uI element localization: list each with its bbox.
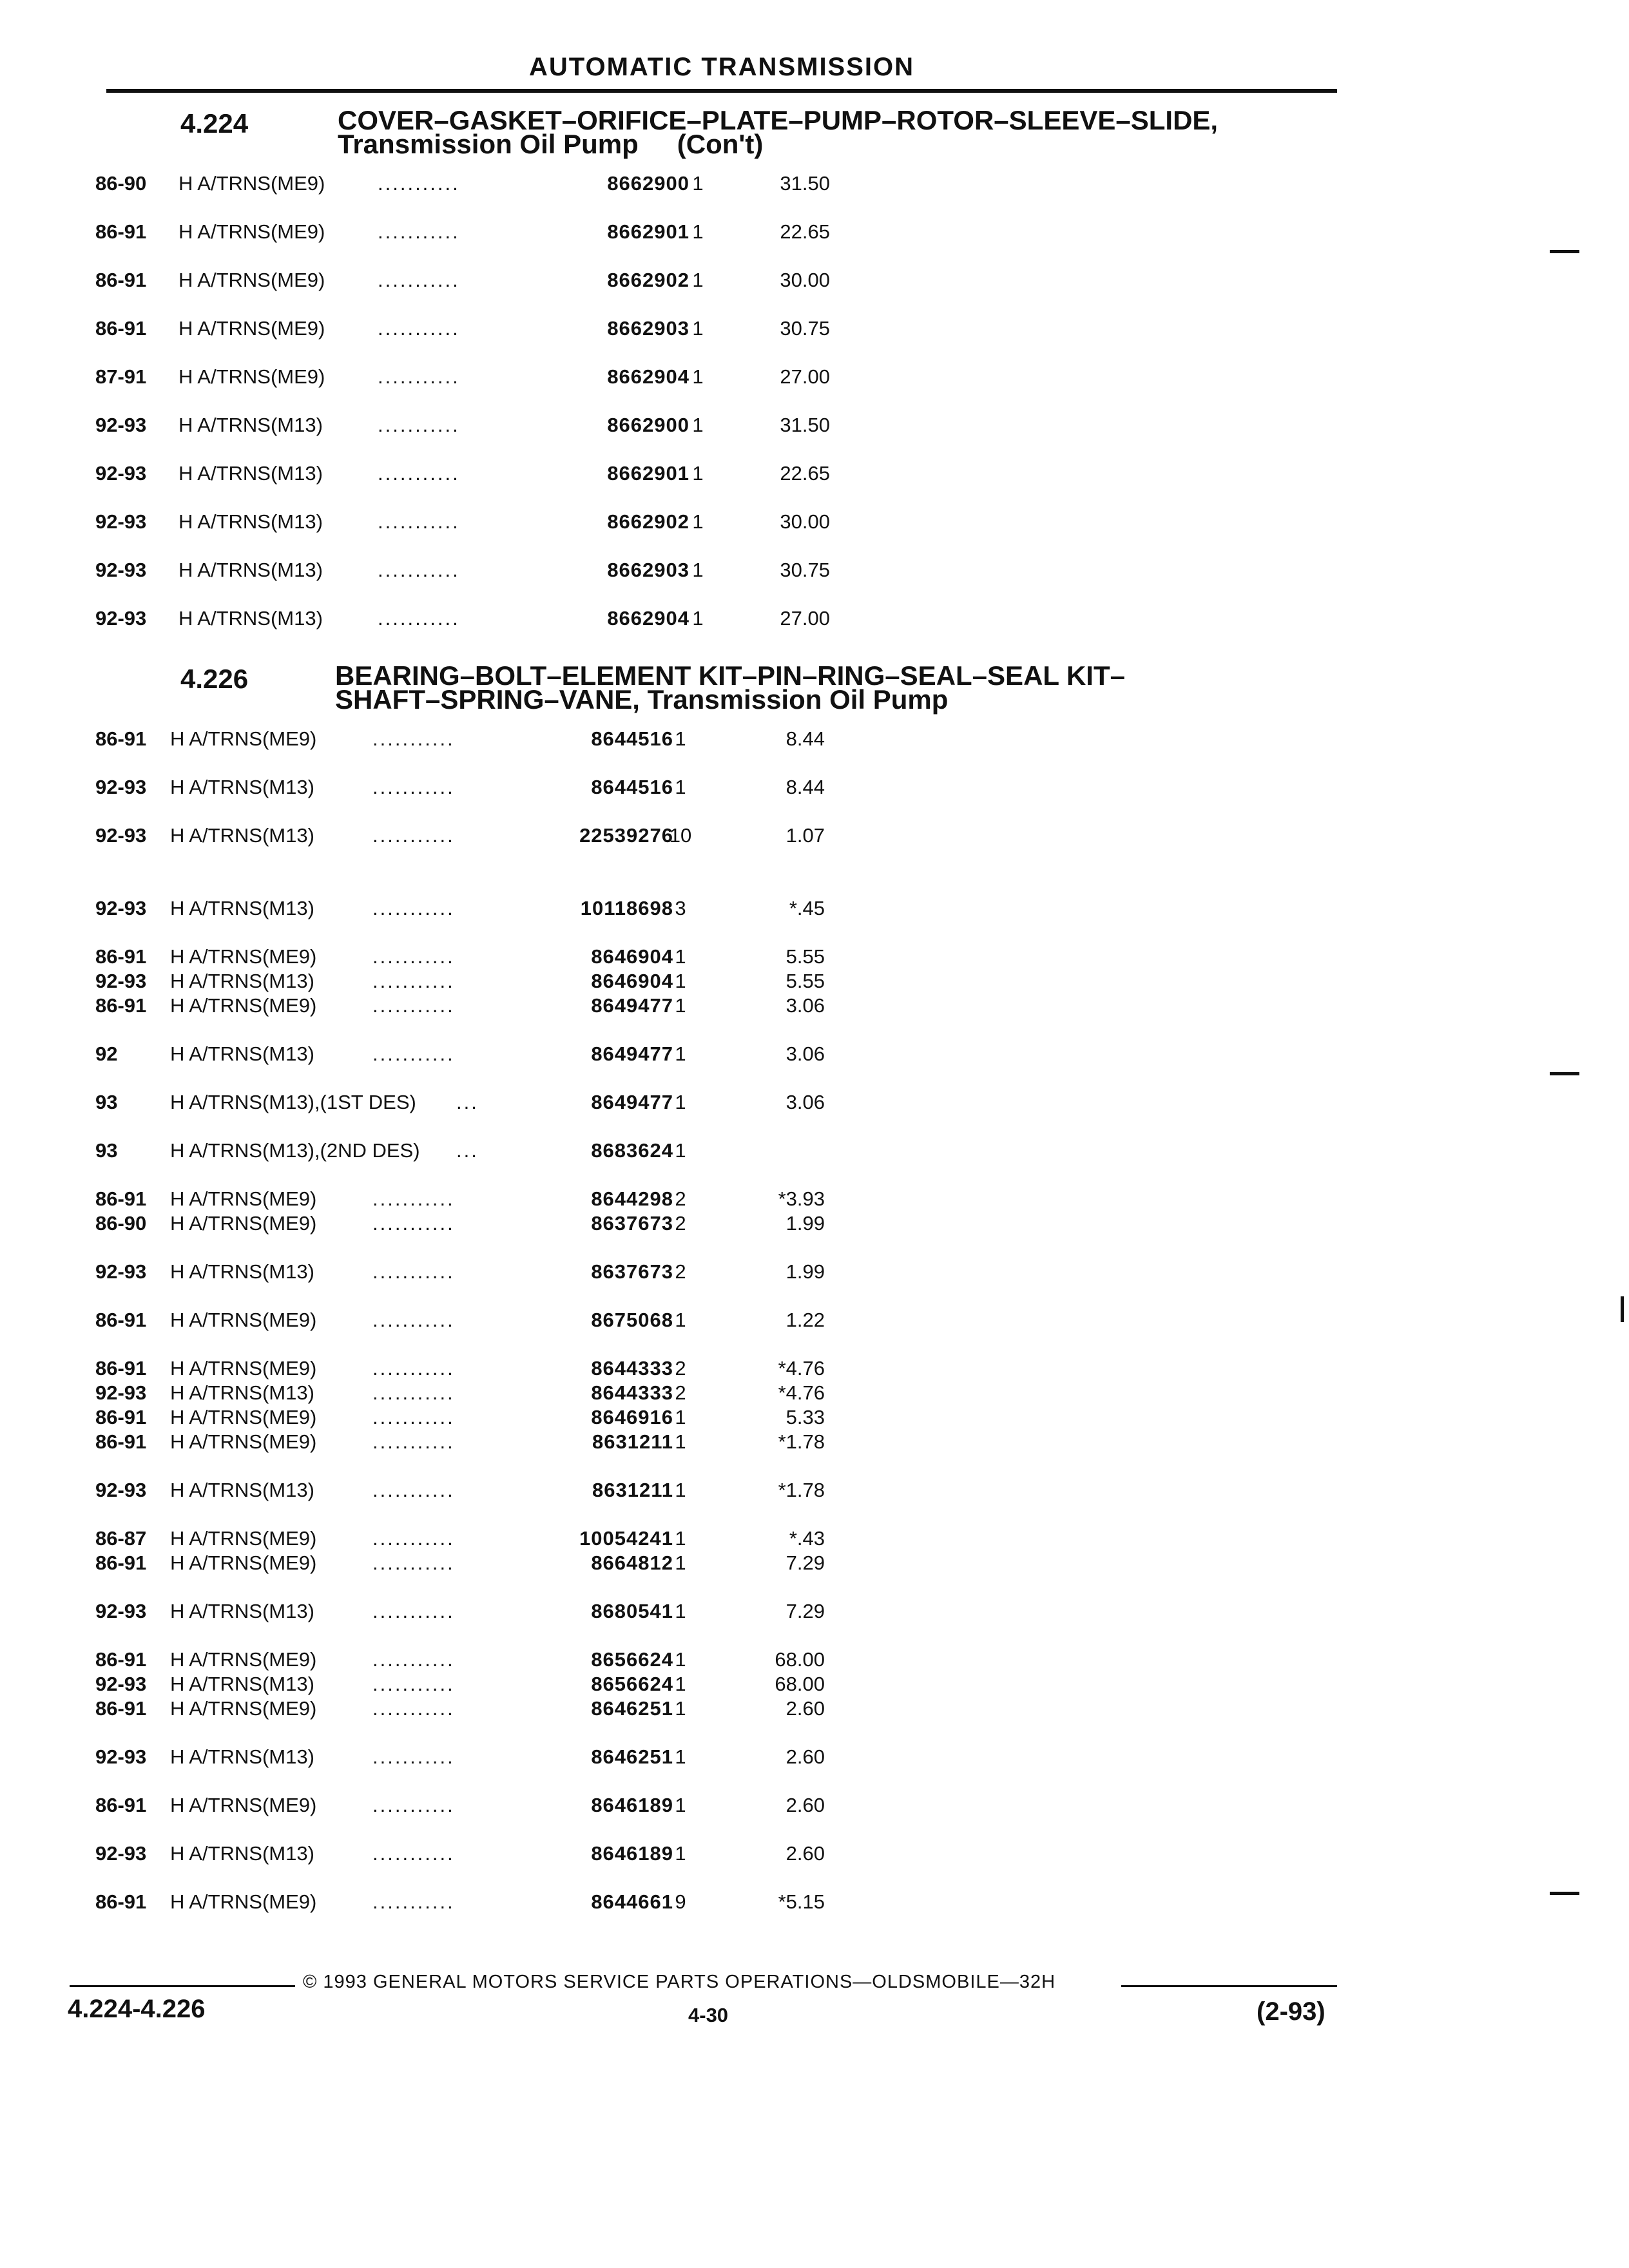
model-year: 86-91 [95, 1697, 147, 1720]
part-number: 8644516 [591, 727, 673, 750]
quantity: 2 [675, 1381, 686, 1404]
vehicle-application: H A/TRNS(ME9) [170, 1527, 317, 1550]
leader-dots: ........... [378, 559, 460, 581]
part-number: 8662901 [607, 462, 689, 485]
quantity: 1 [675, 1043, 686, 1065]
description-line-2 [865, 461, 876, 485]
model-year: 92-93 [95, 824, 147, 847]
quantity: 1 [675, 1552, 686, 1574]
description-line-2 [862, 775, 874, 799]
model-year: 92-93 [95, 970, 147, 992]
quantity: 1 [692, 220, 704, 243]
vehicle-application: H A/TRNS(M13) [170, 776, 314, 798]
part-number: 8662903 [607, 317, 689, 340]
description-line-2 [862, 1042, 874, 1066]
vehicle-application: H A/TRNS(M13) [170, 1260, 314, 1283]
price: 31.50 [780, 172, 830, 195]
price: 3.06 [786, 994, 825, 1017]
price: *4.76 [778, 1357, 825, 1379]
quantity: 1 [692, 414, 704, 436]
price: 31.50 [780, 414, 830, 436]
quantity: 1 [692, 269, 704, 291]
vehicle-application: H A/TRNS(ME9) [170, 1187, 317, 1210]
vehicle-application: H A/TRNS(ME9) [170, 1406, 317, 1428]
leader-dots: ........... [372, 824, 455, 847]
quantity: 1 [675, 1842, 686, 1865]
part-number: 8646251 [591, 1745, 673, 1768]
price: 27.00 [780, 365, 830, 388]
vehicle-application: H A/TRNS(ME9) [170, 1552, 317, 1574]
price: 30.75 [780, 317, 830, 340]
leader-dots: ... [456, 1139, 479, 1162]
description-line-2 [862, 1599, 874, 1623]
part-number: 8662902 [607, 510, 689, 533]
description-line-2 [865, 606, 876, 630]
leader-dots: ........... [372, 1552, 455, 1574]
vehicle-application: H A/TRNS(M13) [170, 1745, 314, 1768]
leader-dots: ........... [372, 1600, 455, 1622]
description-line-2 [862, 727, 874, 751]
vehicle-application: H A/TRNS(ME9) [178, 220, 325, 243]
leader-dots: ........... [378, 365, 460, 388]
vehicle-application: H A/TRNS(ME9) [170, 1309, 317, 1331]
leader-dots: ........... [372, 1357, 455, 1379]
quantity: 1 [675, 970, 686, 992]
part-number: 8644333 [591, 1357, 673, 1379]
vehicle-application: H A/TRNS(M13) [170, 824, 314, 847]
quantity: 1 [692, 462, 704, 485]
footer-page-number: 4-30 [688, 2004, 729, 2026]
part-number: 8649477 [591, 1091, 673, 1113]
description-line-2 [862, 1745, 874, 1769]
part-number: 8649477 [591, 994, 673, 1017]
footer-copyright: © 1993 GENERAL MOTORS SERVICE PARTS OPERATIONS—OLDSMOBILE—32H [303, 1972, 1056, 1992]
part-number: 8656624 [591, 1673, 673, 1695]
section-title-line2 [338, 129, 1433, 159]
part-number: 8646904 [591, 945, 673, 968]
quantity: 1 [675, 1309, 686, 1331]
running-title: AUTOMATIC TRANSMISSION [528, 53, 915, 81]
part-number: 8662900 [607, 172, 689, 195]
vehicle-application: H A/TRNS(M13) [170, 897, 314, 919]
price: 1.99 [786, 1260, 825, 1283]
leader-dots: ........... [378, 220, 460, 243]
model-year: 86-91 [95, 1309, 147, 1331]
leader-dots: ........... [372, 1697, 455, 1720]
leader-dots: ... [456, 1091, 479, 1113]
quantity: 1 [675, 945, 686, 968]
quantity: 1 [675, 1673, 686, 1695]
price: 3.06 [786, 1091, 825, 1113]
part-number: 8662903 [607, 559, 689, 581]
part-number: 10054241 [579, 1527, 673, 1550]
part-number: 8675068 [591, 1309, 673, 1331]
description-line-2 [862, 1793, 874, 1817]
price: 68.00 [775, 1673, 825, 1695]
vehicle-application: H A/TRNS(M13) [170, 1479, 314, 1501]
leader-dots: ........... [378, 510, 460, 533]
quantity: 1 [675, 1479, 686, 1501]
section-title-line1: BEARING–BOLT–ELEMENT KIT–PIN–RING–SEAL–SEAL KIT– [335, 660, 1125, 691]
model-year: 92-93 [95, 1673, 147, 1695]
leader-dots: ........... [372, 1212, 455, 1235]
vehicle-application: H A/TRNS(ME9) [170, 994, 317, 1017]
model-year: 86-91 [95, 1794, 147, 1816]
section-title [335, 660, 1431, 715]
quantity: 2 [675, 1212, 686, 1235]
vehicle-application: H A/TRNS(M13) [178, 462, 323, 485]
model-year: 92-93 [95, 1745, 147, 1768]
leader-dots: ........... [372, 897, 455, 919]
model-year: 86-91 [95, 1552, 147, 1574]
description-line-2 [862, 1890, 874, 1914]
part-number: 8662902 [607, 269, 689, 291]
model-year: 86-91 [95, 727, 147, 750]
price: 2.60 [786, 1794, 825, 1816]
part-number: 8662904 [607, 607, 689, 629]
leader-dots: ........... [378, 462, 460, 485]
part-number: 8646904 [591, 970, 673, 992]
part-number: 8646916 [591, 1406, 673, 1428]
section-title-line1: COVER–GASKET–ORIFICE–PLATE–PUMP–ROTOR–SLEEVE–SLIDE, [338, 105, 1219, 135]
quantity: 1 [692, 317, 704, 340]
vehicle-application: H A/TRNS(M13) [170, 1381, 314, 1404]
part-number: 8664812 [591, 1552, 673, 1574]
vehicle-application: H A/TRNS(ME9) [178, 365, 325, 388]
price: 1.07 [786, 824, 825, 847]
leader-dots: ........... [372, 1309, 455, 1331]
quantity: 1 [675, 1794, 686, 1816]
price: 8.44 [786, 727, 825, 750]
price: 5.33 [786, 1406, 825, 1428]
part-number: 8662904 [607, 365, 689, 388]
description-line-2 [862, 994, 874, 1017]
quantity: 1 [675, 1600, 686, 1622]
quantity: 1 [675, 1139, 686, 1162]
price: 5.55 [786, 970, 825, 992]
model-year: 92-93 [95, 414, 147, 436]
part-number: 10118698 [580, 897, 673, 919]
quantity: 10 [669, 824, 692, 847]
part-number: 8631211 [592, 1430, 673, 1453]
model-year: 86-91 [95, 269, 147, 291]
leader-dots: ........... [372, 1260, 455, 1283]
vehicle-application: H A/TRNS(ME9) [170, 1430, 317, 1453]
leader-dots: ........... [372, 945, 455, 968]
price: 30.75 [780, 559, 830, 581]
quantity: 1 [692, 607, 704, 629]
model-year: 86-91 [95, 220, 147, 243]
vehicle-application: H A/TRNS(ME9) [170, 945, 317, 968]
model-year: 86-90 [95, 172, 147, 195]
price: 1.22 [786, 1309, 825, 1331]
quantity: 1 [675, 1648, 686, 1671]
quantity: 9 [675, 1890, 686, 1913]
header-rule [106, 89, 1337, 93]
quantity: 1 [692, 365, 704, 388]
section-number: 4.224 [180, 108, 249, 139]
price: 22.65 [780, 462, 830, 485]
quantity: 1 [675, 994, 686, 1017]
vehicle-application: H A/TRNS(M13) [170, 970, 314, 992]
vehicle-application: H A/TRNS(M13),(2ND DES) [170, 1139, 420, 1162]
part-number: 8637673 [591, 1260, 673, 1283]
quantity: 2 [675, 1187, 686, 1210]
vehicle-application: H A/TRNS(ME9) [178, 172, 325, 195]
leader-dots: ........... [372, 970, 455, 992]
model-year: 87-91 [95, 365, 147, 388]
part-number: 22539276 [579, 824, 673, 847]
model-year: 86-91 [95, 1890, 147, 1913]
vehicle-application: H A/TRNS(ME9) [170, 1212, 317, 1235]
model-year: 92-93 [95, 1479, 147, 1501]
vehicle-application: H A/TRNS(ME9) [170, 1794, 317, 1816]
vehicle-application: H A/TRNS(M13) [170, 1043, 314, 1065]
model-year: 92-93 [95, 1381, 147, 1404]
part-number: 8656624 [591, 1648, 673, 1671]
part-number: 8646189 [591, 1842, 673, 1865]
vehicle-application: H A/TRNS(ME9) [170, 727, 317, 750]
price: *5.15 [778, 1890, 825, 1913]
quantity: 3 [675, 897, 686, 919]
quantity: 1 [675, 776, 686, 798]
vehicle-application: H A/TRNS(M13) [170, 1600, 314, 1622]
footer-section-range: 4.224-4.226 [68, 1995, 206, 2023]
leader-dots: ........... [372, 1794, 455, 1816]
part-number: 8637673 [591, 1212, 673, 1235]
leader-dots: ........... [378, 317, 460, 340]
price: *1.78 [778, 1479, 825, 1501]
margin-mark [1550, 1072, 1579, 1075]
description-line-2 [862, 1430, 874, 1454]
price: 2.60 [786, 1697, 825, 1720]
vehicle-application: H A/TRNS(M13) [170, 1842, 314, 1865]
vehicle-application: H A/TRNS(ME9) [170, 1648, 317, 1671]
model-year: 86-91 [95, 1406, 147, 1428]
model-year: 86-91 [95, 1357, 147, 1379]
footer-revision: (2-93) [1257, 1997, 1325, 2026]
model-year: 92-93 [95, 607, 147, 629]
description-line-2 [862, 1478, 874, 1502]
model-year: 86-91 [95, 945, 147, 968]
vehicle-application: H A/TRNS(M13) [178, 607, 323, 629]
model-year: 92-93 [95, 897, 147, 919]
description-line-2 [865, 558, 876, 582]
description-line-2 [862, 1551, 874, 1575]
leader-dots: ........... [372, 1479, 455, 1501]
description-line-2 [862, 1696, 874, 1720]
price: *1.78 [778, 1430, 825, 1453]
price: 2.60 [786, 1842, 825, 1865]
description-line-3 [862, 823, 874, 847]
leader-dots: ........... [372, 1673, 455, 1695]
price: 5.55 [786, 945, 825, 968]
quantity: 2 [675, 1260, 686, 1283]
model-year: 92-93 [95, 510, 147, 533]
model-year: 93 [95, 1139, 118, 1162]
leader-dots: ........... [372, 727, 455, 750]
model-year: 86-91 [95, 1430, 147, 1453]
vehicle-application: H A/TRNS(ME9) [178, 317, 325, 340]
description-line-2 [862, 1211, 874, 1235]
part-number: 8644661 [591, 1890, 673, 1913]
description-line-2 [865, 316, 876, 340]
description-line-2 [862, 1090, 874, 1114]
quantity: 1 [692, 172, 704, 195]
margin-mark [1550, 1892, 1579, 1895]
leader-dots: ........... [372, 1890, 455, 1913]
price: *3.93 [778, 1187, 825, 1210]
model-year: 92-93 [95, 776, 147, 798]
part-number: 8631211 [592, 1479, 673, 1501]
model-year: 92-93 [95, 462, 147, 485]
price: *.43 [789, 1527, 825, 1550]
vehicle-application: H A/TRNS(M13) [178, 559, 323, 581]
price: 68.00 [775, 1648, 825, 1671]
description-line-2 [862, 896, 874, 920]
part-number: 8646189 [591, 1794, 673, 1816]
description-line-2 [862, 1841, 874, 1865]
model-year: 92-93 [95, 1600, 147, 1622]
price: 3.06 [786, 1043, 825, 1065]
quantity: 1 [692, 559, 704, 581]
price: 30.00 [780, 510, 830, 533]
quantity: 1 [675, 1091, 686, 1113]
section-title-note: (Con't) [677, 129, 764, 159]
part-number: 8662901 [607, 220, 689, 243]
leader-dots: ........... [372, 994, 455, 1017]
price: 30.00 [780, 269, 830, 291]
description-line-2 [865, 171, 876, 195]
leader-dots: ........... [372, 776, 455, 798]
model-year: 92-93 [95, 559, 147, 581]
quantity: 1 [675, 1527, 686, 1550]
price: 27.00 [780, 607, 830, 629]
part-number: 8683624 [591, 1139, 673, 1162]
price: *4.76 [778, 1381, 825, 1404]
description-line-2 [862, 1139, 874, 1162]
part-number: 8644298 [591, 1187, 673, 1210]
vehicle-application: H A/TRNS(M13) [178, 414, 323, 436]
price: 7.29 [786, 1552, 825, 1574]
vehicle-application: H A/TRNS(M13) [178, 510, 323, 533]
leader-dots: ........... [378, 607, 460, 629]
section-title [338, 105, 1433, 159]
part-number: 8680541 [591, 1600, 673, 1622]
description-line-2 [865, 413, 876, 437]
price: 7.29 [786, 1600, 825, 1622]
vehicle-application: H A/TRNS(ME9) [170, 1697, 317, 1720]
vehicle-application: H A/TRNS(ME9) [170, 1357, 317, 1379]
leader-dots: ........... [378, 269, 460, 291]
price: 2.60 [786, 1745, 825, 1768]
margin-mark [1621, 1296, 1624, 1322]
quantity: 1 [675, 1745, 686, 1768]
model-year: 86-91 [95, 1648, 147, 1671]
leader-dots: ........... [372, 1430, 455, 1453]
leader-dots: ........... [372, 1842, 455, 1865]
leader-dots: ........... [378, 172, 460, 195]
vehicle-application: H A/TRNS(M13),(1ST DES) [170, 1091, 416, 1113]
model-year: 92-93 [95, 1842, 147, 1865]
margin-mark [1550, 250, 1579, 253]
quantity: 1 [675, 727, 686, 750]
description-line-2 [865, 510, 876, 533]
part-number: 8662900 [607, 414, 689, 436]
vehicle-application: H A/TRNS(ME9) [178, 269, 325, 291]
quantity: 2 [675, 1357, 686, 1379]
part-number: 8644516 [591, 776, 673, 798]
part-number: 8646251 [591, 1697, 673, 1720]
price: 8.44 [786, 776, 825, 798]
leader-dots: ........... [372, 1406, 455, 1428]
model-year: 92 [95, 1043, 118, 1065]
leader-dots: ........... [372, 1043, 455, 1065]
model-year: 93 [95, 1091, 118, 1113]
description-line-2 [865, 220, 876, 244]
part-number: 8644333 [591, 1381, 673, 1404]
model-year: 92-93 [95, 1260, 147, 1283]
part-number: 8649477 [591, 1043, 673, 1065]
model-year: 86-91 [95, 317, 147, 340]
vehicle-application: H A/TRNS(M13) [170, 1673, 314, 1695]
quantity: 1 [675, 1697, 686, 1720]
model-year: 86-87 [95, 1527, 147, 1550]
section-title-line2: SHAFT–SPRING–VANE, Transmission Oil Pump [335, 684, 949, 715]
quantity: 1 [692, 510, 704, 533]
leader-dots: ........... [372, 1648, 455, 1671]
price: 1.99 [786, 1212, 825, 1235]
leader-dots: ........... [372, 1187, 455, 1210]
description-line-2 [865, 365, 876, 389]
leader-dots: ........... [372, 1527, 455, 1550]
model-year: 86-91 [95, 994, 147, 1017]
section-number: 4.226 [180, 664, 249, 694]
leader-dots: ........... [372, 1745, 455, 1768]
model-year: 86-90 [95, 1212, 147, 1235]
footer-rule-right [1121, 1985, 1337, 1987]
price: *.45 [789, 897, 825, 919]
model-year: 86-91 [95, 1187, 147, 1210]
quantity: 1 [675, 1430, 686, 1453]
leader-dots: ........... [378, 414, 460, 436]
footer-rule-left [70, 1985, 295, 1987]
leader-dots: ........... [372, 1381, 455, 1404]
vehicle-application: H A/TRNS(ME9) [170, 1890, 317, 1913]
quantity: 1 [675, 1406, 686, 1428]
price: 22.65 [780, 220, 830, 243]
section-title-text: Transmission Oil Pump [338, 129, 639, 159]
description-line-2 [862, 1260, 874, 1283]
description-line-2 [865, 268, 876, 292]
description-line-2 [862, 1308, 874, 1332]
